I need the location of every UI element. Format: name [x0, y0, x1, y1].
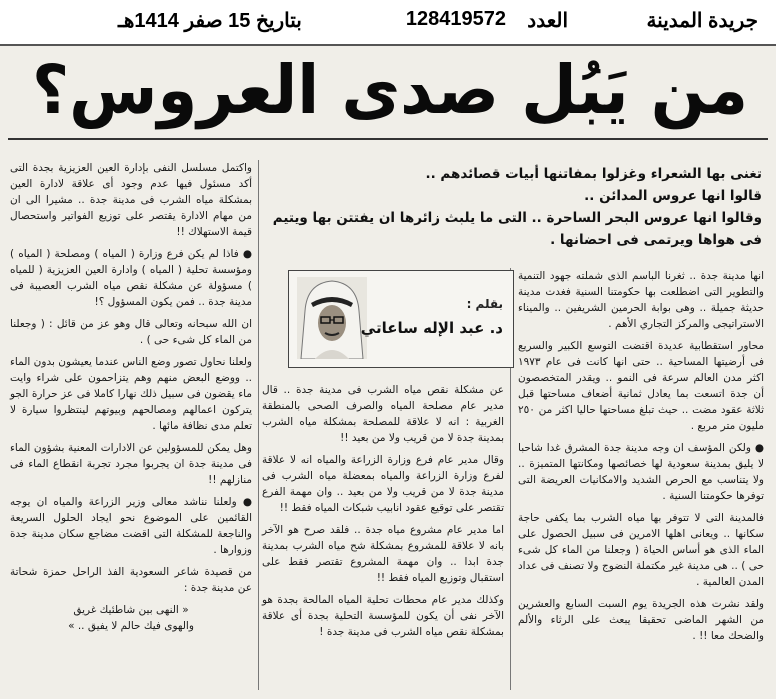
title-divider: [8, 138, 768, 140]
poem-line: والهوى فيك حالم لا يفيق .. »: [68, 620, 194, 632]
lead-line: تغنى بها الشعراء وغزلوا بمفاتنها أبيات قصائدهم ..: [425, 166, 762, 182]
article-column-right: [518, 268, 764, 650]
paragraph: اما مدير عام مشروع مياه جدة .. فلقد صرح هو الآخر بانه لا علاقة للمشروع بمشكلة شح مياه الشرب بمدينة جدة ابدا .. وان مهمة المشروع تقتصر فقط على استقبال وتوزيع المياه فقط !!: [262, 524, 504, 584]
issue-number: 128419572: [405, 8, 506, 30]
source-header: [0, 0, 776, 44]
paragraph: وكذلك مدير عام محطات تحلية المياه المالحة بجدة هو الآخر نفى أن يكون للمؤسسة التحلية بجدة أى علاقة بمشكلة نقص مياه الشرب فى مدينة جدة !: [262, 594, 504, 638]
article-title: من يَبُل صدى العروس؟: [32, 52, 748, 130]
poem-line: « النهى بين شاطئيك غريق: [73, 604, 189, 616]
author-name: د. عبد الإله ساعاتي: [360, 319, 503, 337]
paragraph: ● ولعلنا نناشد معالى وزير الزراعة والمياه ان يوجه القائمين على الموضوع نحو ايجاد الحلول السريعة والناجعة للمشكلة التى اقضت مضاجع سكان مدينة جدة وزوارها .: [10, 496, 252, 556]
article-column-middle: [262, 382, 504, 646]
paragraph: ● ولكن المؤسف ان وجه مدينة جدة المشرق غدا شاحبا لا يليق بمدينة سعودية لها خصائصها ومكانتها المتميزة .. ولا يتناسب مع الحرص الشديد والامكانيات العريضة التى توفرها حكومتنا السنية .: [518, 442, 764, 502]
column-divider: [258, 160, 259, 690]
paragraph: ان الله سبحانه وتعالى قال وهو عز من قائل : ( وجعلنا من الماء كل شىء حى ) .: [10, 318, 252, 346]
article-column-left: [10, 160, 252, 640]
paragraph: ● فاذا لم يكن فرع وزارة ( المياه ) ومصلحة ( المياه ) ومؤسسة تحلية ( المياه ) وادارة العين العزيزية ( للمياه ) مسؤولة عن مشكلة نقص مياه الشرب العصيبة فى مدينة جدة .. فمن يكون المسؤول ؟!: [10, 248, 252, 308]
paragraph: فالمدينة التى لا تتوفر بها مياه الشرب بما يكفى حاجة سكانها .. ويعانى اهلها الامرين فى سبيل الحصول على الماء الذى هو أساس الحياة ( وجعلنا من الماء كل شىء حى ) .. هى مدينة غير مكتملة النضوج ولا تصنف فى عداد المدن العالمية .: [518, 512, 764, 588]
lead-line: وقالوا انها عروس البحر الساحرة .. التى ما يلبث زائرها ان يفتتن بها ويتيم: [272, 210, 762, 226]
byline-label: بقلم :: [466, 297, 503, 311]
paragraph: وهل يمكن للمسؤولين عن الادارات المعنية بشؤون الماء فى مدينة جدة ان يجربوا مجرد تجربة انقطاع الماء فى منازلهم !!: [10, 442, 252, 486]
newspaper-name: جريدة المدينة: [646, 10, 758, 32]
paragraph: وقال مدير عام فرع وزارة الزراعة والمياه انه لا علاقة لفرع وزارة الزراعة والمياه بمعضلة مياه الشرب فى مدينة جدة لا من قريب ولا من بعيد .. وان مهمة الفرع تقتصر على توقيع عقود انابيب شبكات المياه فقط !!: [262, 454, 504, 514]
paragraph: ولقد نشرت هذه الجريدة يوم السبت السابع والعشرين من الشهر الماضى تحقيقا يبعث على الرثاء والألم والضحك معا !! .: [518, 598, 764, 642]
lead-line: فى هواها ويرتمى فى احضانها .: [550, 232, 762, 248]
issue-label: العدد: [527, 10, 568, 32]
paragraph: واكتمل مسلسل النفى بإدارة العين العزيزية بجدة التى أكد مسئول فيها عدم وجود أى علاقة لادارة العين بمشكلة مياه الشرب فى مدينة جدة .. مشيرا الى ان من مهام الادارة يقتصر على توزيع الفواتير واستحصال قيمة الاستهلاك !!: [10, 162, 252, 238]
paragraph: ولعلنا نحاول تصور وضع الناس عندما يعيشون بدون الماء .. ووضع البعض منهم وهم يتزاحمون على شراء وايت ماء يقضون فى سبيل ذلك نهارا كاملا فى عز حرارة الجو يتركون اعمالهم ومصالحهم وبيوتهم لينتظروا سيارة لا تعلم مدى نظافة مائها .: [10, 356, 252, 432]
byline-box: [288, 270, 514, 368]
author-portrait-icon: [297, 277, 367, 359]
paragraph: انها مدينة جدة .. ثغرنا الباسم الذى شملته جهود التنمية والتطوير التى اضطلعت بها حكومتنا السنية فغدت مدينة حديثة جميلة .. وهى بوابة الحرمين الشريفين .. والميناء الاستراتيجى والمركز التجاري الأهم .: [518, 270, 764, 330]
paragraph: محاور استقطابية عديدة اقتضت التوسع الكبير والسريع فى أرضيتها المساحية .. حتى انها كانت فى عام ١٩٧٣ اكثر مدن العالم سرعة فى النمو .. ويقدر المتخصصون أن جدة اتسعت بما يعادل ثمانية أضعاف مساحتها قبل ثلاثة عقود مضت .. حيث تبلغ مساحتها حاليا اكثر من ٢٥٠ مليون متر مربع .: [518, 340, 764, 432]
lead-line: قالوا انها عروس المدائن ..: [584, 188, 762, 204]
paragraph: عن مشكلة نقص مياه الشرب فى مدينة جدة .. قال مدير عام مصلحة المياه والصرف الصحى بالمنطقة الغربية : انه لا علاقة للمصلحة بمشكلة مياه الشرب بمدينة جدة لا من قريب ولا من بعيد !!: [262, 384, 504, 444]
issue-date: بتاريخ 15 صفر 1414هـ: [118, 10, 302, 32]
paragraph: من قصيدة شاعر السعودية الفذ الراحل حمزة شحاتة عن مدينة جدة :: [10, 566, 252, 594]
